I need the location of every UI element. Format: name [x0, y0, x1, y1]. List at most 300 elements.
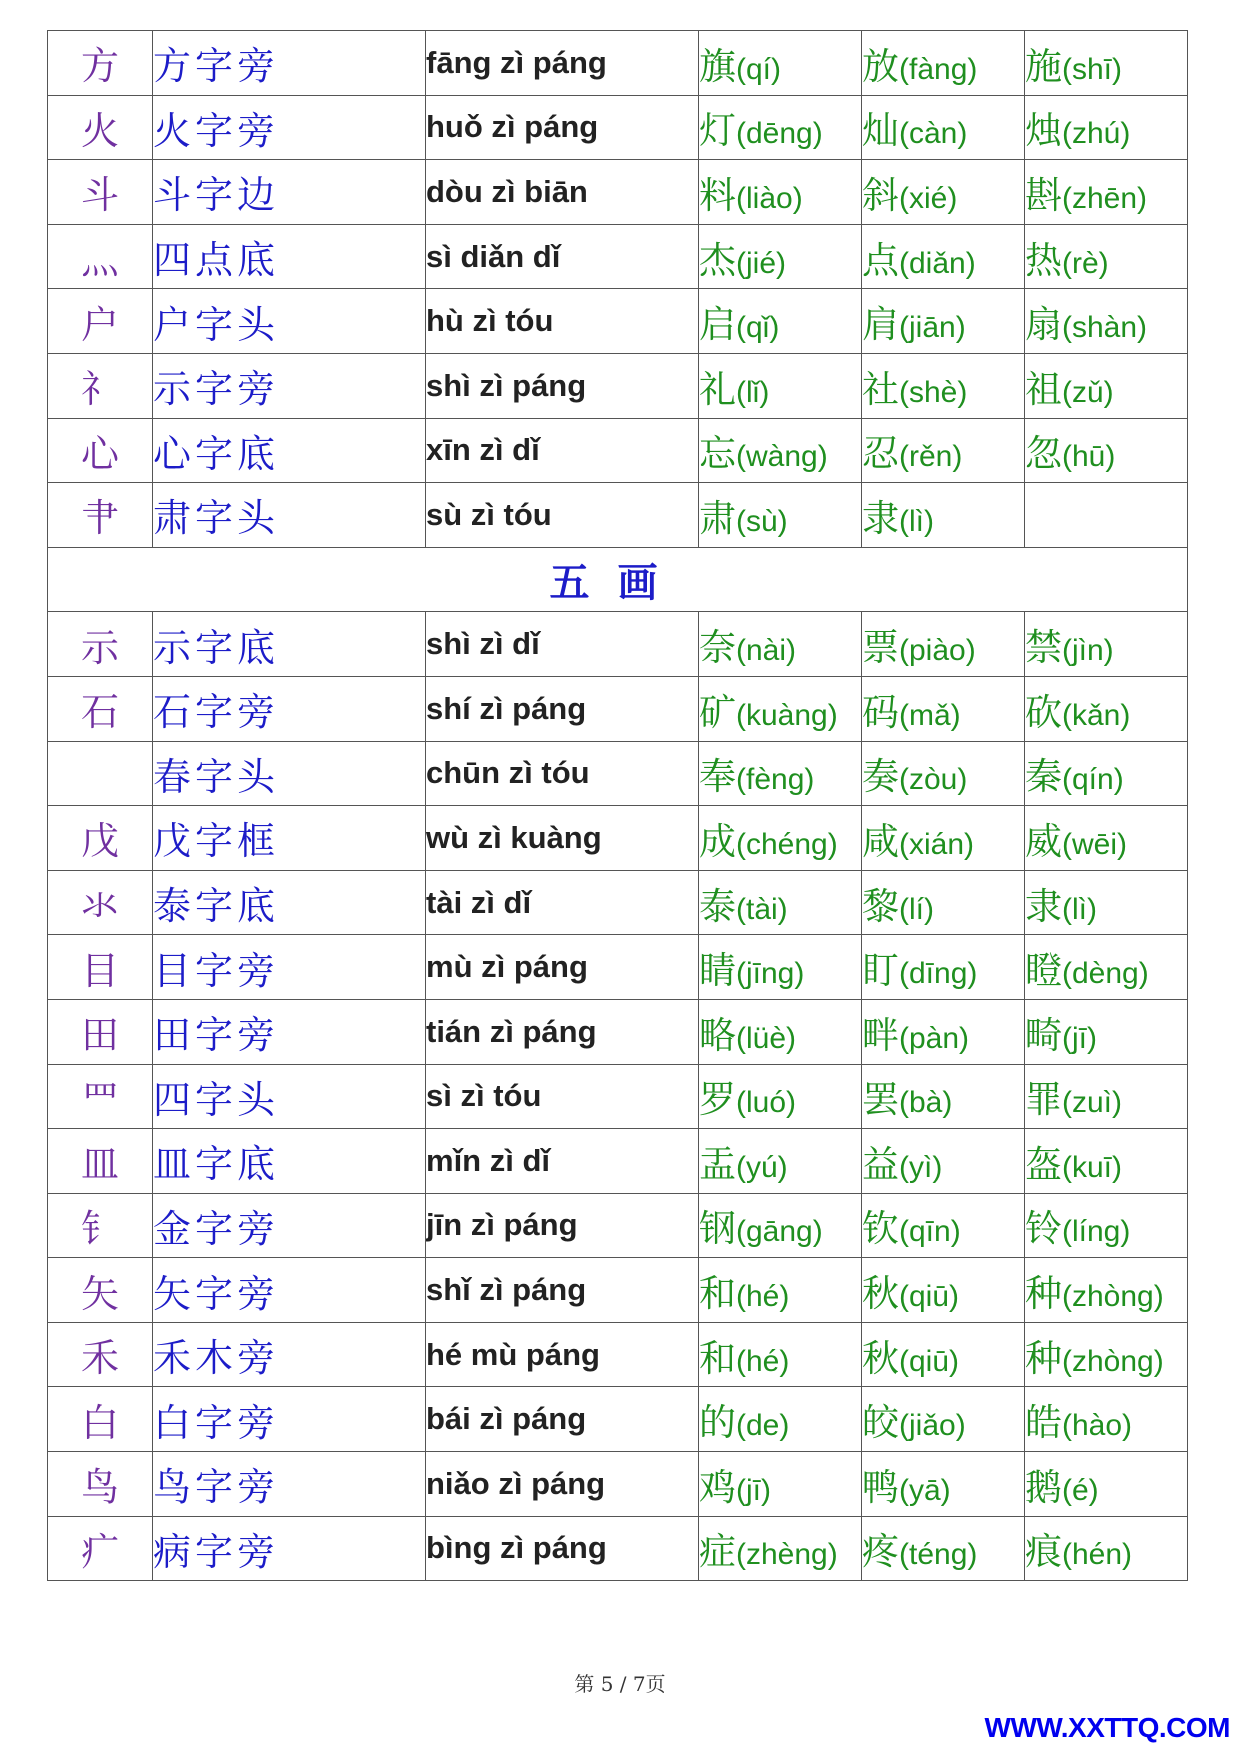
- example-pinyin: (bà): [899, 1086, 953, 1120]
- example-char: 种: [1025, 1272, 1062, 1316]
- example-pinyin: (xián): [899, 827, 975, 861]
- table-row: [48, 1193, 1188, 1258]
- section-title: 五画: [48, 547, 1188, 612]
- example-cell: [862, 289, 1025, 354]
- example-cell: [862, 483, 1025, 548]
- example-pinyin: (fèng): [736, 763, 815, 797]
- example-cell: [699, 418, 862, 483]
- example-cell: [699, 1452, 862, 1517]
- pinyin-cell: mù zì páng: [426, 935, 699, 1000]
- example-pinyin: (shàn): [1062, 311, 1148, 345]
- example-cell: [862, 676, 1025, 741]
- pinyin-cell: mǐn zì dǐ: [426, 1129, 699, 1194]
- radical-group-2: [48, 612, 1188, 1581]
- example-cell: [862, 1516, 1025, 1581]
- radical-cell: 田: [48, 999, 153, 1064]
- radical-name-cell: 鸟字旁: [153, 1452, 426, 1517]
- pinyin-cell: tián zì páng: [426, 999, 699, 1064]
- example-char: 黎: [862, 884, 899, 928]
- example-pinyin: (chéng): [736, 827, 838, 861]
- table-row: [48, 806, 1188, 871]
- example-pinyin: (zòu): [899, 763, 968, 797]
- example-cell: [699, 676, 862, 741]
- example-char: 奏: [862, 755, 899, 799]
- radical-cell: 灬: [48, 224, 153, 289]
- example-char: 放: [862, 44, 899, 88]
- example-pinyin: (lì): [1062, 892, 1097, 926]
- radical-cell: [48, 741, 153, 806]
- example-char: 秋: [862, 1272, 899, 1316]
- table-row: [48, 1322, 1188, 1387]
- table-row: [48, 870, 1188, 935]
- example-cell: [862, 1387, 1025, 1452]
- example-cell: [1025, 1452, 1188, 1517]
- example-char: 砍: [1025, 690, 1062, 734]
- example-char: 烛: [1025, 109, 1062, 153]
- example-cell: [699, 935, 862, 1000]
- example-pinyin: (lì): [899, 504, 934, 538]
- radical-name-cell: 户字头: [153, 289, 426, 354]
- pinyin-cell: bái zì páng: [426, 1387, 699, 1452]
- example-pinyin: (gāng): [736, 1215, 823, 1249]
- example-char: 斟: [1025, 173, 1062, 217]
- example-pinyin: (hén): [1062, 1538, 1133, 1572]
- table-row: [48, 935, 1188, 1000]
- radical-cell: 心: [48, 418, 153, 483]
- radical-cell: 礻: [48, 353, 153, 418]
- example-char: 码: [862, 690, 899, 734]
- table-row: [48, 1516, 1188, 1581]
- example-pinyin: (rè): [1062, 246, 1109, 280]
- example-char: 灿: [862, 109, 899, 153]
- radical-cell: 石: [48, 676, 153, 741]
- pinyin-cell: fāng zì páng: [426, 31, 699, 96]
- pinyin-cell: bìng zì páng: [426, 1516, 699, 1581]
- pinyin-cell: shì zì páng: [426, 353, 699, 418]
- example-cell: [1025, 1064, 1188, 1129]
- radical-cell: 矢: [48, 1258, 153, 1323]
- pinyin-cell: dòu zì biān: [426, 160, 699, 225]
- example-char: 罗: [699, 1078, 736, 1122]
- example-char: 症: [699, 1530, 736, 1574]
- example-cell: [1025, 612, 1188, 677]
- example-cell: [1025, 1258, 1188, 1323]
- example-char: 旗: [699, 44, 736, 88]
- example-pinyin: (zǔ): [1062, 375, 1114, 409]
- table-row: [48, 95, 1188, 160]
- radical-group-1: [48, 31, 1188, 548]
- example-char: 肩: [862, 303, 899, 347]
- example-cell: [862, 1452, 1025, 1517]
- table-row: [48, 676, 1188, 741]
- example-cell: [699, 95, 862, 160]
- pinyin-cell: wù zì kuàng: [426, 806, 699, 871]
- pinyin-cell: shǐ zì páng: [426, 1258, 699, 1323]
- example-cell: [862, 612, 1025, 677]
- example-char: 忍: [862, 432, 899, 476]
- example-pinyin: (qín): [1062, 763, 1124, 797]
- example-pinyin: (zhú): [1062, 117, 1131, 151]
- radical-name-cell: 示字底: [153, 612, 426, 677]
- example-char: 忽: [1025, 432, 1062, 476]
- example-char: 痕: [1025, 1530, 1062, 1574]
- example-cell: [1025, 806, 1188, 871]
- example-char: 钦: [862, 1207, 899, 1251]
- pinyin-cell: hé mù páng: [426, 1322, 699, 1387]
- example-pinyin: (xié): [899, 181, 958, 215]
- example-cell: [699, 1258, 862, 1323]
- example-cell: [699, 1129, 862, 1194]
- table-row: [48, 418, 1188, 483]
- example-cell: [699, 870, 862, 935]
- example-cell: [862, 1129, 1025, 1194]
- radical-cell: 示: [48, 612, 153, 677]
- radical-name-cell: 禾木旁: [153, 1322, 426, 1387]
- example-pinyin: (zhòng): [1062, 1280, 1164, 1314]
- example-cell: [699, 160, 862, 225]
- example-char: 隶: [1025, 884, 1062, 928]
- example-pinyin: (qiū): [899, 1344, 960, 1378]
- example-pinyin: (yā): [899, 1473, 951, 1507]
- example-cell: [862, 741, 1025, 806]
- pinyin-cell: jīn zì páng: [426, 1193, 699, 1258]
- example-cell: [862, 31, 1025, 96]
- example-cell: [1025, 1516, 1188, 1581]
- radical-cell: 斗: [48, 160, 153, 225]
- radical-cell: 疒: [48, 1516, 153, 1581]
- example-pinyin: (yú): [736, 1150, 788, 1184]
- example-char: 畸: [1025, 1013, 1062, 1057]
- example-pinyin: (jī): [1062, 1021, 1097, 1055]
- example-pinyin: (jìn): [1062, 634, 1114, 668]
- example-pinyin: (qǐ): [736, 311, 780, 345]
- example-pinyin: (jī): [736, 1473, 771, 1507]
- table-row: [48, 289, 1188, 354]
- radical-cell: 火: [48, 95, 153, 160]
- radical-cell: 方: [48, 31, 153, 96]
- example-char: 矿: [699, 690, 736, 734]
- example-cell: [862, 806, 1025, 871]
- example-char: 鹅: [1025, 1465, 1062, 1509]
- section-row: [48, 547, 1188, 612]
- radical-name-cell: 四点底: [153, 224, 426, 289]
- example-pinyin: (lí): [899, 892, 934, 926]
- table-row: [48, 1129, 1188, 1194]
- example-cell: [699, 224, 862, 289]
- pinyin-cell: hù zì tóu: [426, 289, 699, 354]
- radical-name-cell: 心字底: [153, 418, 426, 483]
- example-pinyin: (zuì): [1062, 1086, 1122, 1120]
- example-pinyin: (zhèng): [736, 1538, 838, 1572]
- pinyin-cell: sù zì tóu: [426, 483, 699, 548]
- example-char: 益: [862, 1142, 899, 1186]
- example-pinyin: (shī): [1062, 52, 1122, 86]
- example-pinyin: (dēng): [736, 117, 823, 151]
- example-cell: [1025, 160, 1188, 225]
- table-row: [48, 1064, 1188, 1129]
- example-cell: [1025, 95, 1188, 160]
- example-pinyin: (pàn): [899, 1021, 970, 1055]
- example-cell: [1025, 289, 1188, 354]
- pinyin-cell: sì zì tóu: [426, 1064, 699, 1129]
- example-pinyin: (é): [1062, 1473, 1099, 1507]
- radical-name-cell: 四字头: [153, 1064, 426, 1129]
- radical-cell: 白: [48, 1387, 153, 1452]
- radical-name-cell: 斗字边: [153, 160, 426, 225]
- radical-cell: 戊: [48, 806, 153, 871]
- example-pinyin: (zhòng): [1062, 1344, 1164, 1378]
- example-char: 禁: [1025, 626, 1062, 670]
- pinyin-cell: niǎo zì páng: [426, 1452, 699, 1517]
- example-pinyin: (jiān): [899, 311, 966, 345]
- example-cell: [699, 353, 862, 418]
- example-char: 泰: [699, 884, 736, 928]
- example-char: 料: [699, 173, 736, 217]
- example-pinyin: (shè): [899, 375, 968, 409]
- example-char: 瞪: [1025, 949, 1062, 993]
- example-char: 罢: [862, 1078, 899, 1122]
- example-pinyin: (qīn): [899, 1215, 961, 1249]
- example-char: 和: [699, 1272, 736, 1316]
- example-char: 盔: [1025, 1142, 1062, 1186]
- example-pinyin: (wēi): [1062, 827, 1127, 861]
- example-cell: [862, 1064, 1025, 1129]
- example-cell: [699, 1387, 862, 1452]
- example-cell: [862, 1193, 1025, 1258]
- radical-cell: 户: [48, 289, 153, 354]
- example-char: 鸡: [699, 1465, 736, 1509]
- example-char: 斜: [862, 173, 899, 217]
- radical-name-cell: 肃字头: [153, 483, 426, 548]
- example-cell: [862, 999, 1025, 1064]
- example-char: 畔: [862, 1013, 899, 1057]
- pinyin-cell: chūn zì tóu: [426, 741, 699, 806]
- example-cell: [1025, 999, 1188, 1064]
- example-cell: [862, 95, 1025, 160]
- radical-name-cell: 石字旁: [153, 676, 426, 741]
- example-char: 种: [1025, 1336, 1062, 1380]
- radical-name-cell: 皿字底: [153, 1129, 426, 1194]
- table-row: [48, 1387, 1188, 1452]
- example-cell: [862, 870, 1025, 935]
- example-cell: [1025, 870, 1188, 935]
- example-cell: [1025, 676, 1188, 741]
- pinyin-cell: shì zì dǐ: [426, 612, 699, 677]
- example-cell: [862, 353, 1025, 418]
- example-cell: [699, 31, 862, 96]
- example-cell: [699, 483, 862, 548]
- example-char: 略: [699, 1013, 736, 1057]
- site-watermark: WWW.XXTTQ.COM: [984, 1712, 1230, 1743]
- example-char: 疼: [862, 1530, 899, 1574]
- example-char: 热: [1025, 238, 1062, 282]
- radical-name-cell: 白字旁: [153, 1387, 426, 1452]
- example-char: 睛: [699, 949, 736, 993]
- example-cell: [1025, 483, 1188, 548]
- pinyin-cell: xīn zì dǐ: [426, 418, 699, 483]
- example-cell: [699, 1322, 862, 1387]
- example-pinyin: (jīng): [736, 957, 805, 991]
- example-cell: [699, 1064, 862, 1129]
- example-cell: [1025, 224, 1188, 289]
- example-char: 盂: [699, 1142, 736, 1186]
- example-pinyin: (càn): [899, 117, 968, 151]
- radical-name-cell: 方字旁: [153, 31, 426, 96]
- example-cell: [862, 224, 1025, 289]
- example-char: 启: [699, 303, 736, 347]
- example-cell: [699, 612, 862, 677]
- example-char: 的: [699, 1401, 736, 1445]
- example-pinyin: (zhēn): [1062, 181, 1148, 215]
- example-char: 忘: [699, 432, 736, 476]
- example-cell: [699, 999, 862, 1064]
- example-char: 奉: [699, 755, 736, 799]
- example-char: 成: [699, 819, 736, 863]
- radical-name-cell: 目字旁: [153, 935, 426, 1000]
- example-pinyin: (lǐ): [736, 375, 770, 409]
- example-cell: [1025, 1129, 1188, 1194]
- example-pinyin: (dīng): [899, 957, 978, 991]
- example-pinyin: (kuàng): [736, 698, 838, 732]
- example-cell: [1025, 418, 1188, 483]
- example-pinyin: (kuī): [1062, 1150, 1122, 1184]
- example-pinyin: (mǎ): [899, 698, 961, 732]
- radical-cell: 目: [48, 935, 153, 1000]
- example-pinyin: (fàng): [899, 52, 978, 86]
- example-cell: [1025, 741, 1188, 806]
- example-char: 秦: [1025, 755, 1062, 799]
- example-pinyin: (qí): [736, 52, 781, 86]
- radical-cell: 皿: [48, 1129, 153, 1194]
- table-row: [48, 1452, 1188, 1517]
- example-cell: [699, 289, 862, 354]
- radical-name-cell: 病字旁: [153, 1516, 426, 1581]
- example-pinyin: (de): [736, 1409, 790, 1443]
- pinyin-cell: tài zì dǐ: [426, 870, 699, 935]
- example-pinyin: (hé): [736, 1280, 790, 1314]
- table-row: [48, 224, 1188, 289]
- example-cell: [1025, 31, 1188, 96]
- example-pinyin: (yì): [899, 1150, 943, 1184]
- example-pinyin: (rěn): [899, 440, 963, 474]
- example-char: 罪: [1025, 1078, 1062, 1122]
- example-pinyin: (luó): [736, 1086, 797, 1120]
- example-cell: [1025, 1193, 1188, 1258]
- radical-cell: 禾: [48, 1322, 153, 1387]
- table-row: [48, 612, 1188, 677]
- example-pinyin: (hū): [1062, 440, 1116, 474]
- table-row: [48, 741, 1188, 806]
- example-pinyin: (liào): [736, 181, 803, 215]
- example-cell: [699, 741, 862, 806]
- example-char: 皓: [1025, 1401, 1062, 1445]
- example-cell: [1025, 935, 1188, 1000]
- example-char: 社: [862, 367, 899, 411]
- radical-name-cell: 矢字旁: [153, 1258, 426, 1323]
- example-char: 盯: [862, 949, 899, 993]
- example-char: 皎: [862, 1401, 899, 1445]
- example-pinyin: (hào): [1062, 1409, 1133, 1443]
- radical-name-cell: 金字旁: [153, 1193, 426, 1258]
- example-cell: [699, 806, 862, 871]
- table-row: [48, 999, 1188, 1064]
- example-char: 杰: [699, 238, 736, 282]
- example-char: 和: [699, 1336, 736, 1380]
- example-char: 钢: [699, 1207, 736, 1251]
- example-pinyin: (líng): [1062, 1215, 1131, 1249]
- example-char: 鸭: [862, 1465, 899, 1509]
- example-pinyin: (diǎn): [899, 246, 976, 280]
- example-char: 扇: [1025, 303, 1062, 347]
- example-pinyin: (jiǎo): [899, 1409, 966, 1443]
- example-cell: [862, 160, 1025, 225]
- radical-table: [47, 30, 1188, 1581]
- radical-cell: 肀: [48, 483, 153, 548]
- example-char: 祖: [1025, 367, 1062, 411]
- table-row: [48, 160, 1188, 225]
- table-row: [48, 353, 1188, 418]
- example-cell: [862, 418, 1025, 483]
- radical-name-cell: 泰字底: [153, 870, 426, 935]
- radical-name-cell: 田字旁: [153, 999, 426, 1064]
- example-char: 点: [862, 238, 899, 282]
- example-char: 灯: [699, 109, 736, 153]
- example-char: 奈: [699, 626, 736, 670]
- radical-cell: 氺: [48, 870, 153, 935]
- example-pinyin: (hé): [736, 1344, 790, 1378]
- radical-name-cell: 示字旁: [153, 353, 426, 418]
- example-char: 咸: [862, 819, 899, 863]
- radical-name-cell: 春字头: [153, 741, 426, 806]
- pinyin-cell: shí zì páng: [426, 676, 699, 741]
- example-pinyin: (wàng): [736, 440, 828, 474]
- table-row: [48, 1258, 1188, 1323]
- example-cell: [699, 1193, 862, 1258]
- example-char: 铃: [1025, 1207, 1062, 1251]
- example-char: 施: [1025, 44, 1062, 88]
- radical-cell: 鸟: [48, 1452, 153, 1517]
- table-row: [48, 31, 1188, 96]
- pinyin-cell: sì diǎn dǐ: [426, 224, 699, 289]
- radical-cell: 罒: [48, 1064, 153, 1129]
- example-cell: [1025, 1322, 1188, 1387]
- example-char: 隶: [862, 496, 899, 540]
- example-pinyin: (jié): [736, 246, 786, 280]
- example-pinyin: (tài): [736, 892, 788, 926]
- example-pinyin: (dèng): [1062, 957, 1149, 991]
- example-cell: [862, 1258, 1025, 1323]
- radical-name-cell: 戊字框: [153, 806, 426, 871]
- example-pinyin: (qiū): [899, 1280, 960, 1314]
- table-row: [48, 483, 1188, 548]
- example-char: 礼: [699, 367, 736, 411]
- radical-name-cell: 火字旁: [153, 95, 426, 160]
- pinyin-cell: huǒ zì páng: [426, 95, 699, 160]
- example-cell: [862, 935, 1025, 1000]
- example-pinyin: (sù): [736, 504, 788, 538]
- example-char: 秋: [862, 1336, 899, 1380]
- example-pinyin: (lüè): [736, 1021, 797, 1055]
- example-pinyin: (piào): [899, 634, 976, 668]
- example-cell: [862, 1322, 1025, 1387]
- example-char: 票: [862, 626, 899, 670]
- example-cell: [1025, 353, 1188, 418]
- example-pinyin: (téng): [899, 1538, 978, 1572]
- example-cell: [1025, 1387, 1188, 1452]
- radical-cell: 钅: [48, 1193, 153, 1258]
- example-pinyin: (kǎn): [1062, 698, 1131, 732]
- page-number: 第 5 / 7页: [574, 1672, 666, 1696]
